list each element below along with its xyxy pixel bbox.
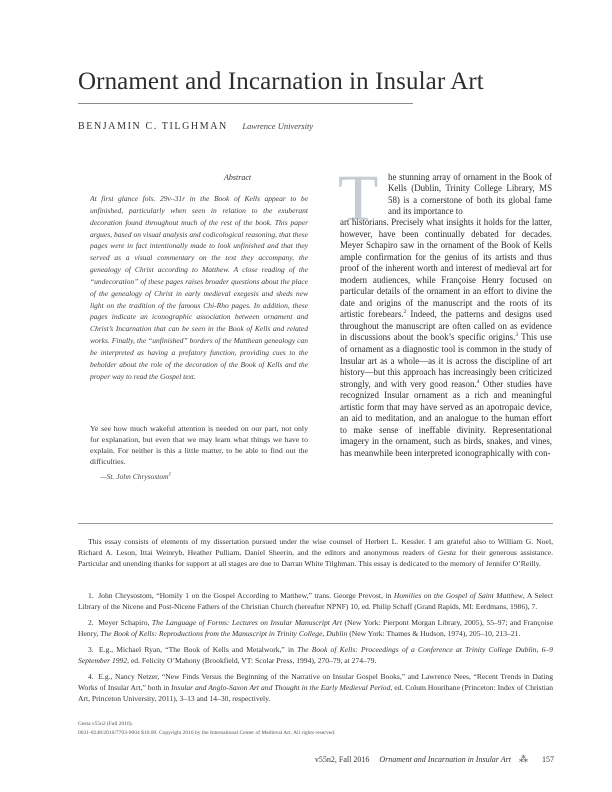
abstract-heading: Abstract — [224, 173, 252, 182]
footnote-text: , ed. Colum Hourihane (Princeton: Index of Christian Art, Princeton University, 2011), 3–13 and 14–30, respectively. — [78, 683, 553, 703]
footnote-ref-4: 4 — [476, 378, 480, 385]
body-text-part: Other studies have recognized Insular ornament as a rich and meaningful artistic form that may have served as an apotropaic device, an aid to meditation, and an analogue to the human effort to make sense of ineffable divinity. Representational imagery in the ornament, such as birds, snakes, and vines, has meanwhile been interpreted iconographically with con- — [340, 378, 552, 458]
footnote-text: (New York: Thames & Hudson, 1974), 205–10, 213–21. — [347, 629, 521, 638]
footnote-title: Homilies on the Gospel of Saint Matthew — [393, 591, 523, 600]
page-number: 157 — [542, 755, 554, 764]
epigraph-source: —St. John Chrysostom — [100, 472, 169, 481]
running-title: Ornament and Incarnation in Insular Art — [379, 755, 511, 764]
publication-info — [78, 720, 335, 738]
footnote-2 — [78, 617, 553, 639]
footnote-list — [78, 590, 553, 709]
issue-info: v55n2, Fall 2016 — [314, 755, 370, 764]
author-name: BENJAMIN C. TILGHMAN — [78, 121, 228, 132]
body-text-part: Indeed, the patterns and designs used throughout the manuscript are often called on as evidence in discussions about the book’s specific origins. — [340, 309, 552, 343]
journal-name: Gesta — [437, 548, 456, 557]
epigraph-quote: Ye see how much wakeful attention is needed on our part, not only for explanation, but even that we may learn what things we have to explain. For neither is this a little matter, to be able to find out the difficulties. — [90, 424, 308, 466]
article-title: Ornament and Incarnation in Insular Art — [78, 68, 484, 95]
footnote-text: E.g., Michael Ryan, “The Book of Kells and Metalwork,” in — [98, 645, 298, 654]
footnote-text: John Chrysostom, “Homily 1 on the Gospel According to Matthew,” trans. George Prevost, in — [98, 591, 394, 600]
footnote-3 — [78, 644, 553, 666]
footnote-4 — [78, 671, 553, 704]
footnote-1 — [78, 590, 553, 612]
footnote-number: 1. — [88, 591, 94, 600]
body-paragraph — [340, 217, 552, 459]
body-text-part: This use of ornament as a diagnostic tool is common in the study of Insular art as a whole—as it is across the discipline of art history—but this approach has increasingly been criticized strongly, and with very good reason. — [340, 332, 552, 389]
footnote-text: (New York: Pierpont Morgan Library, 2005), 55–97; and Françoise Henry, — [78, 618, 553, 638]
footnote-title: The Book of Kells: Reproductions from the Manuscript in Trinity College, Dublin — [100, 629, 348, 638]
footnote-number: 2. — [88, 618, 94, 627]
footnote-title: The Book of Kells: Proceedings of a Conference at Trinity College Dublin, 6–9 September 1992 — [78, 645, 553, 665]
page-footer — [315, 754, 554, 765]
footnote-ref-3: 3 — [515, 332, 519, 339]
footnote-text: , ed. Felicity O’Mahony (Brookfield, VT: Scolar Press, 1994), 270–79, at 274–79. — [127, 656, 377, 665]
author-affiliation: Lawrence University — [242, 121, 314, 131]
footnote-text: Meyer Schapiro, — [98, 618, 152, 627]
footnote-number: 3. — [88, 645, 94, 654]
footnote-text: , A Select Library of the Nicene and Post-Nicene Fathers of the Christian Church (hereafter NPNF) 10, ed. Philip Schaff (Grand Rapids, MI: Eerdmans, 1986), 7. — [78, 591, 553, 611]
footnote-text: E.g., Nancy Netzer, “New Finds Versus the Beginning of the Narrative on Insular Gospel Books,” and Lawrence Nees, “Recent Trends in Dating Works of Insular Art,” both in — [78, 672, 553, 692]
footnote-number: 4. — [88, 672, 94, 681]
body-text-part: art historians. Precisely what insights it holds for the latter, however, have been continually debated for decades. Meyer Schapiro saw in the ornament of the Book of Kells ample confirmation for the genius of its artists and thus proof of the inherent worth and interest of medieval art for modern audiences, while Françoise Henry focused on particular details of the ornament in an effort to divine the date and origins of the manuscript and the roots of its artistic forebears. — [340, 217, 552, 320]
ornament-icon: ⁂ — [519, 754, 528, 764]
footnote-ref-2: 2 — [403, 309, 407, 316]
byline — [78, 121, 313, 132]
footnote-ref-1: 1 — [168, 471, 172, 478]
copyright-line: 0031-8248/2016/7703-0004 $10.00. Copyright 2016 by the International Center of Medieval Art. All rights reserved. — [78, 730, 336, 736]
epigraph-attribution — [100, 472, 171, 481]
abstract-text: At first glance fols. 29v–31r in the Book of Kells appear to be unfinished, particularly when seen in relation to the exuberant decoration found throughout much of the rest of the book. This paper argues, based on visual analysis and codicological reasoning, that these pages were in fact intentionally made to look unfinished and that they served as a visual commentary on the text they accompany, the genealogy of Christ according to Matthew. A close reading of the “undecoration” of these pages raises broader questions about the place of the genealogy of Christ in early medieval exegesis and sheds new light on the tradition of the famous Chi-Rho pages. In addition, these pages indicate an iconographic association between ornament and Christ’s Incarnation that can be seen in the Book of Kells and related works. Finally, the “unfinished” borders of the Matthean genealogy can be interpreted as having a prefatory function, providing cues to the beholder about the role of the decoration of the Book of Kells and the proper way to read the Gospel text. — [90, 194, 308, 381]
title-rule — [78, 103, 413, 104]
acknowledgment-text: This essay consists of elements of my dissertation pursued under the wise counsel of Herbert L. Kessler. I am grateful also to William G. Noel, Richard A. Leson, Ittai Weinryb, Heather Pulliam, Daniel Sheerin, and the editors and anonymous readers of — [78, 537, 553, 557]
citation-line: Gesta v55n2 (Fall 2016). — [78, 721, 133, 727]
drop-cap: T — [338, 162, 379, 235]
footnote-rule — [78, 523, 553, 524]
footnote-title: The Language of Forms: Lectures on Insular Manuscript Art — [151, 618, 342, 627]
body-opening: he stunning array of ornament in the Book of Kells (Dublin, Trinity College Library, MS 58) is a cornerstone of both its global fame and its importance to — [388, 172, 552, 216]
footnote-title: Insular and Anglo-Saxon Art and Thought in the Early Medieval Period — [171, 683, 391, 692]
acknowledgment-note — [78, 536, 553, 569]
acknowledgment-text: for their generous assistance. Particular and unending thanks for support at all stages are due to Darran White Tilghman. This essay is dedicated to the memory of Jennifer O’Reilly. — [78, 548, 553, 568]
